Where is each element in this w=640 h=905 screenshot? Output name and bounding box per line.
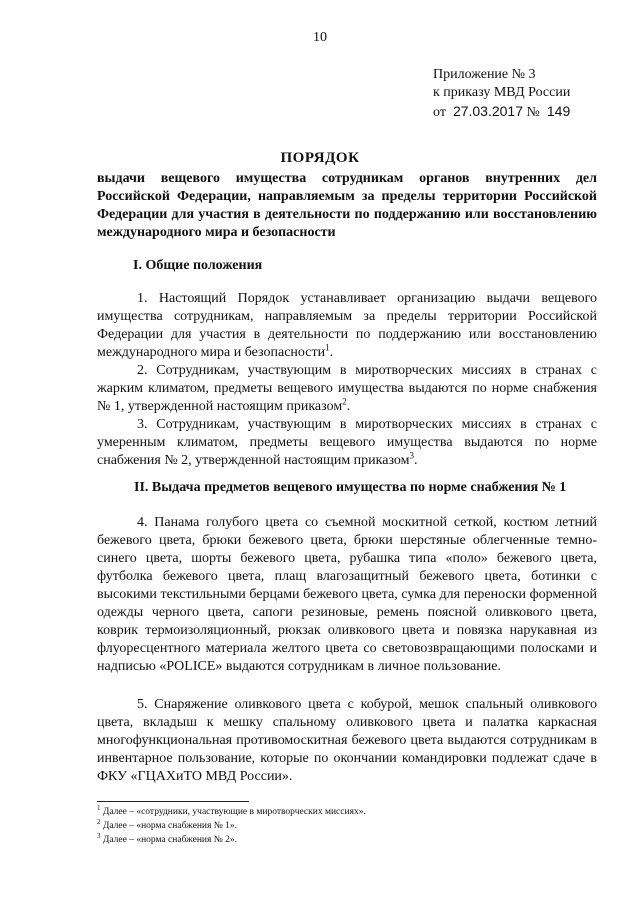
- footnote-3: $^3$ Далее – «норма снабжения № 2».: [97, 831, 238, 845]
- appendix-block: [433, 66, 633, 122]
- appendix-line-3: [433, 102, 633, 122]
- appendix-line-2: к приказу МВД России: [433, 85, 571, 100]
- section-heading-2: II. Выдача предметов вещевого имущества по норме снабжения № 1: [134, 480, 567, 495]
- paragraph-1: 1. Настоящий Порядок устанавливает организацию выдачи вещевого имущества сотрудникам, направляемым за пределы территории Российской Федерации для участия в деятельности по поддержанию или восстановлению международного мира и безопасности$^1$.: [97, 291, 597, 360]
- order-date: 27.03.2017: [452, 103, 524, 119]
- document-subtitle: выдачи вещевого имущества сотрудникам органов внутренних дел Российской Федерации, направляемым за пределы территории Российской Федерации для участия в деятельности по поддержанию или восстановлению международного мира и безопасности: [97, 171, 597, 240]
- appendix-from: от: [433, 105, 446, 120]
- footnote-ref-1: 1: [325, 342, 330, 353]
- page-number: 10: [313, 30, 327, 45]
- footnote-divider: [97, 801, 249, 802]
- paragraph-3: 3. Сотрудникам, участвующим в миротворческих миссиях в странах с умеренным климатом, предметы вещевого имущества выдаются по норме снабжения № 2, утвержденной настоящим приказом$^3$.: [97, 417, 597, 468]
- paragraph-4: 4. Панама голубого цвета со съемной москитной сеткой, костюм летний бежевого цвета, брюки бежевого цвета, брюки шерстяные облегченные темно-синего цвета, шорты бежевого цвета, рубашка типа «поло» бежевого цвета, футболка бежевого цвета, плащ влагозащитный бежевого цвета, ботинки с высокими текстильными берцами бежевого цвета, сумка для переноски форменной одежды черного цвета, сапоги резиновые, ремень поясной оливкового цвета, коврик термоизоляционный, рюкзак оливкового цвета и повязка нарукавная из флуоресцентного материала желтого цвета со световозвращающими полосками и надписью «POLICE» выдаются сотрудникам в личное пользование.: [97, 515, 597, 674]
- section-heading-1: I. Общие положения: [133, 258, 263, 273]
- number-sign: №: [526, 105, 540, 120]
- order-number: 149: [546, 103, 571, 119]
- footnote-2: $^2$ Далее – «норма снабжения № 1».: [97, 817, 238, 831]
- footnote-1: $^1$ Далее – «сотрудники, участвующие в миротворческих миссиях».: [97, 803, 366, 817]
- footnote-ref-2: 2: [342, 396, 347, 407]
- paragraph-5: 5. Снаряжение оливкового цвета с кобурой, мешок спальный оливкового цвета, вкладыш к мешку спальному оливкового цвета и палатка каркасная многофункциональная противомоскитная бежевого цвета выдаются сотрудникам в инвентарное пользование, которые по окончании командировки подлежат сдаче в ФКУ «ГЦАХиТО МВД России».: [97, 697, 597, 784]
- appendix-line-1: Приложение № 3: [433, 67, 536, 82]
- document-title: ПОРЯДОК: [280, 150, 360, 166]
- paragraph-2: 2. Сотрудникам, участвующим в миротворческих миссиях в странах с жарким климатом, предметы вещевого имущества выдаются по норме снабжения № 1, утвержденной настоящим приказом$^2$.: [97, 363, 597, 414]
- footnote-ref-3: 3: [409, 450, 415, 461]
